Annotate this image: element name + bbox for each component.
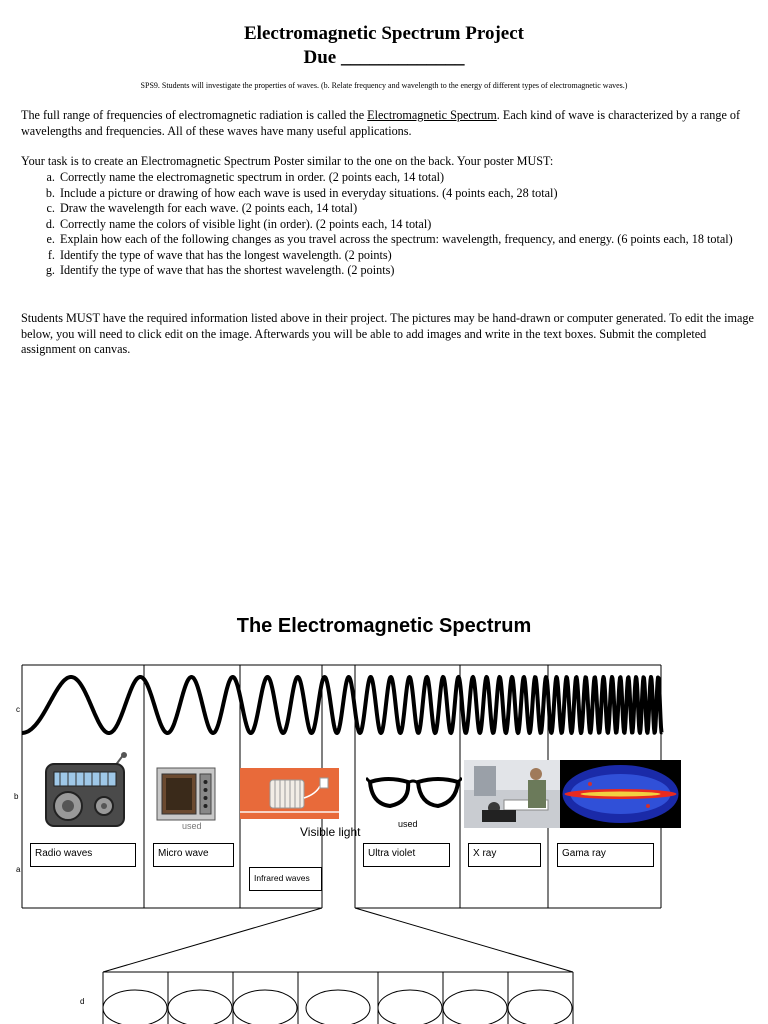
row-label-d: d [80, 997, 85, 1006]
color-oval-5 [378, 990, 442, 1024]
xray-image [464, 760, 560, 828]
label-micro-wave[interactable]: Micro wave [153, 843, 234, 867]
zoom-line-right [355, 908, 573, 972]
task-lead: Your task is to create an Electromagnetic Spectrum Poster similar to the one on the back. Your poster MUST: [21, 154, 554, 168]
due-line: Due _____________ [303, 47, 465, 68]
row-label-c: c [16, 705, 20, 714]
row-label-a: a [16, 865, 21, 874]
requirement-c: c. Draw the wavelength for each wave. (2 points each, 14 total) [58, 201, 758, 217]
color-oval-6 [443, 990, 507, 1024]
gamma-ray-sky-map-image [560, 760, 681, 828]
color-ovals [103, 990, 572, 1024]
row-label-b: b [14, 792, 19, 801]
glasses-image [366, 766, 462, 816]
requirement-e: e. Explain how each of the following changes as you travel across the spectrum: wavelength, frequency, and energy. (6 points each, 18 total) [58, 232, 758, 248]
spectrum-title: The Electromagnetic Spectrum [236, 615, 532, 637]
color-oval-4 [306, 990, 370, 1024]
requirement-a: a. Correctly name the electromagnetic spectrum in order. (2 points each, 14 total) [58, 170, 758, 186]
visible-light-label: Visible light [300, 825, 361, 839]
label-infrared-waves[interactable]: Infrared waves [249, 867, 322, 891]
used-label-1: used [182, 821, 202, 831]
infrared-heater-image [240, 768, 339, 819]
color-oval-2 [168, 990, 232, 1024]
microwave-image [156, 766, 216, 824]
label-gama-ray[interactable]: Gama ray [557, 843, 654, 867]
closing-paragraph: Students MUST have the required information listed above in their project. The pictures may be hand-drawn or computer generated. To edit the image below, you will need to click edit on the image. Afterwards you will be able to add images and write in the text boxes. Submit the completed assignment on canvas. [21, 311, 754, 356]
requirement-g: g. Identify the type of wave that has the shortest wavelength. (2 points) [58, 263, 758, 279]
color-oval-7 [508, 990, 572, 1024]
intro-before: The full range of frequencies of electromagnetic radiation is called the [21, 108, 368, 122]
used-label-2: used [398, 819, 418, 829]
standard-text: SPS9. Students will investigate the properties of waves. (b. Relate frequency and wavelength to the energy of different types of electromagnetic waves.) [140, 81, 628, 90]
requirement-b: b. Include a picture or drawing of how each wave is used in everyday situations. (4 points each, 28 total) [58, 186, 758, 202]
page-title: Electromagnetic Spectrum Project [244, 23, 524, 44]
label-ultra-violet[interactable]: Ultra violet [363, 843, 450, 867]
intro-term: Electromagnetic Spectrum [367, 108, 497, 122]
color-oval-1 [103, 990, 167, 1024]
color-oval-3 [233, 990, 297, 1024]
radio-image [40, 752, 130, 830]
intro-after: . Each kind of wave is characterized by a range of wavelengths and frequencies. All of these waves have many useful applications. [21, 108, 741, 138]
label-x-ray[interactable]: X ray [468, 843, 541, 867]
label-radio-waves[interactable]: Radio waves [30, 843, 136, 867]
requirement-f: f. Identify the type of wave that has the longest wavelength. (2 points) [58, 248, 758, 264]
requirement-d: d. Correctly name the colors of visible light (in order). (2 points each, 14 total) [58, 217, 758, 233]
wavelength-wave [22, 677, 662, 733]
zoom-line-left [103, 908, 322, 972]
